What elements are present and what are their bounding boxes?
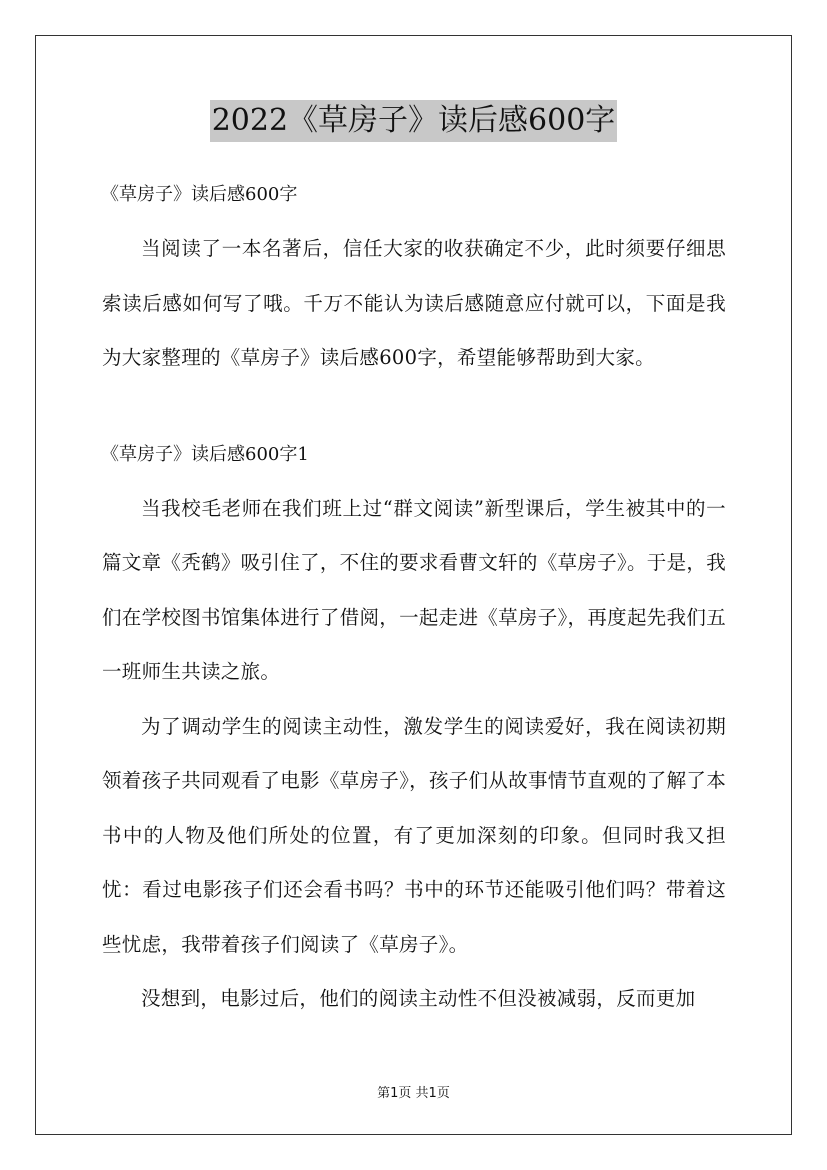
page-footer: 第1页 共1页 (377, 1086, 450, 1101)
section-spacer (102, 386, 726, 428)
title-container (0, 100, 827, 142)
document-title: 2022《草房子》读后感600字 (210, 100, 618, 142)
section1-paragraph-1: 当我校毛老师在我们班上过“群文阅读”新型课后，学生被其中的一篇文章《秃鹤》吸引住了，不住的要求看曹文轩的《草房子》。于是，我们在学校图书馆集体进行了借阅，一起走进《草房子》，再度起先我们五一班师生共读之旅。 (102, 496, 726, 683)
intro-heading: 《草房子》读后感600字 (101, 184, 298, 205)
document-body (102, 168, 726, 1027)
section1-heading: 《草房子》读后感600字1 (101, 443, 309, 465)
section1-paragraph-2: 为了调动学生的阅读主动性，激发学生的阅读爱好，我在阅读初期领着孩子共同观看了电影《草房子》，孩子们从故事情节直观的了解了本书中的人物及他们所处的位置，有了更加深刻的印象。但同时我又担忧：看过电影孩子们还会看书吗？书中的环节还能吸引他们吗？带着这些忧虑，我带着孩子们阅读了《草房子》。 (102, 714, 726, 956)
section1-paragraph-3: 没想到，电影过后，他们的阅读主动性不但没被减弱，反而更加 (141, 987, 696, 1010)
intro-paragraph: 当阅读了一本名著后，信任大家的收获确定不少，此时须要仔细思索读后感如何写了哦。千万不能认为读后感随意应付就可以，下面是我为大家整理的《草房子》读后感600字，希望能够帮助到大家。 (102, 237, 726, 369)
